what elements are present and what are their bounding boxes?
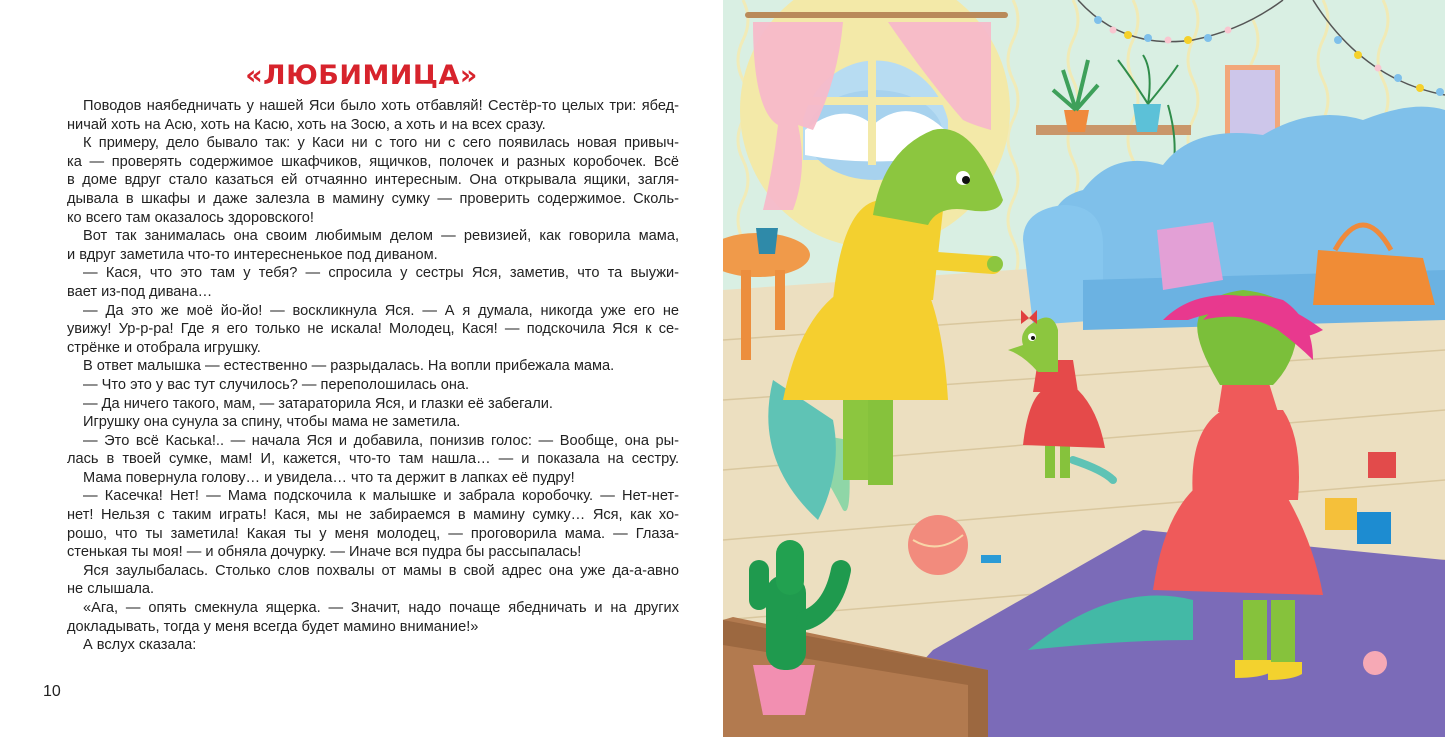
text-line: не слышала. [67, 581, 155, 598]
text-line: — Что это у вас тут случилось? — переполошилась она. [83, 376, 470, 393]
text-line: лась в твоей сумке, мам! И, кажется, что-то там нашла… — и показала на сестру. [67, 451, 679, 468]
text-line: Вот так занималась она своим любимым делом — ревизией, как говорила мама, [83, 228, 679, 245]
text-line: в доме вдруг стало казаться ей отчаянно интересным. Она открывала ящики, загля- [67, 172, 679, 189]
text-line: нет! Нельзя с таким играть! Кася, мы не забираемся в мамину сумку… Яся, как хо- [67, 507, 679, 524]
curtain-rod [745, 12, 1008, 18]
text-line: увижу! Ур-р-ра! Где я его только не искала! Молодец, Кася! — подскочила Яся к се- [67, 321, 679, 338]
story-title: «ЛЮБИМИЦА» [245, 60, 478, 91]
text-line: — Да это же моё йо-йо! — воскликнула Яся. — А я думала, никогда уже его не [83, 302, 679, 319]
text-line: К примеру, дело бывало так: у Каси ни с того ни с сего появилась новая привыч- [83, 135, 679, 152]
room-illustration [723, 0, 1445, 737]
text-line: вает из-под дивана… [67, 283, 213, 300]
text-line: Мама повернула голову… и увидела… что та держит в лапках её пудру! [83, 469, 575, 486]
text-line: рошо, что ты заметила! Какая ты у меня молодец, — проговорила мама. — Глаза- [67, 525, 679, 542]
jump-rope [981, 555, 1001, 563]
plant-pot-blue [1133, 104, 1161, 132]
text-line: Игрушку она сунула за спину, чтобы мама не заметила. [83, 414, 461, 431]
text-line: ка — проверять содержимое шкафчиков, ящичков, полочек и разных коробочек. Всё [67, 153, 679, 170]
text-line: Поводов наябедничать у нашей Яси было хоть отбавляй! Сестёр-то целых три: ябед- [83, 98, 679, 114]
wall-shelf [1036, 125, 1191, 135]
text-line: докладывать, тогда у меня всегда будет мамино внимание!» [67, 618, 479, 635]
text-line: Яся заулыбалась. Столько слов похвалы от мамы в свой адрес она уже да-а-авно [83, 562, 679, 579]
block-yellow [1325, 498, 1357, 530]
text-line: стенькая ты моя! — и обняла дочурку. — Иначе вся пудра бы рассыпалась! [67, 544, 582, 561]
text-line: — Касечка! Нет! — Мама подскочила к малышке и забрала коробочку. — Нет-нет- [83, 488, 679, 505]
rattle [1363, 651, 1387, 675]
plant-pot-small [756, 228, 778, 254]
block-red [1368, 452, 1396, 478]
story-text [67, 97, 679, 655]
text-line: стрёнке и отобрала игрушку. [67, 339, 261, 356]
illustration-page [723, 0, 1445, 737]
text-line: и вдруг заметила что-то интересненькое под диваном. [67, 246, 438, 263]
text-line: В ответ малышка — естественно — разрыдалась. На вопли прибежала мама. [83, 358, 615, 375]
block-blue [1357, 512, 1391, 544]
plant-pot-orange [1064, 110, 1089, 132]
text-line: А вслух сказала: [83, 637, 197, 654]
text-line: «Ага, — опять смекнула ящерка. — Значит, надо почаще ябедничать и на других [83, 600, 679, 617]
text-line: ничай хоть на Асю, хоть на Касю, хоть на Зосю, а хоть и на всех сразу. [67, 116, 546, 133]
text-line: — Кася, что это там у тебя? — спросила у сестры Яся, заметив, что та выужи- [83, 265, 679, 282]
pillow [1157, 222, 1223, 290]
ball [908, 515, 968, 575]
text-line: ко всего там оказалось здоровского! [67, 209, 314, 226]
text-line: — Это всё Каська!.. — начала Яся и добавила, понизив голос: — Вообще, она ры- [83, 432, 679, 449]
text-line: — Да ничего такого, мам, — затараторила Яся, и глазки её забегали. [83, 395, 553, 412]
page-number: 10 [43, 683, 61, 700]
text-line: дывала в шкафы и даже залезла в мамину сумку — проверить содержимое. Сколь- [67, 190, 679, 207]
